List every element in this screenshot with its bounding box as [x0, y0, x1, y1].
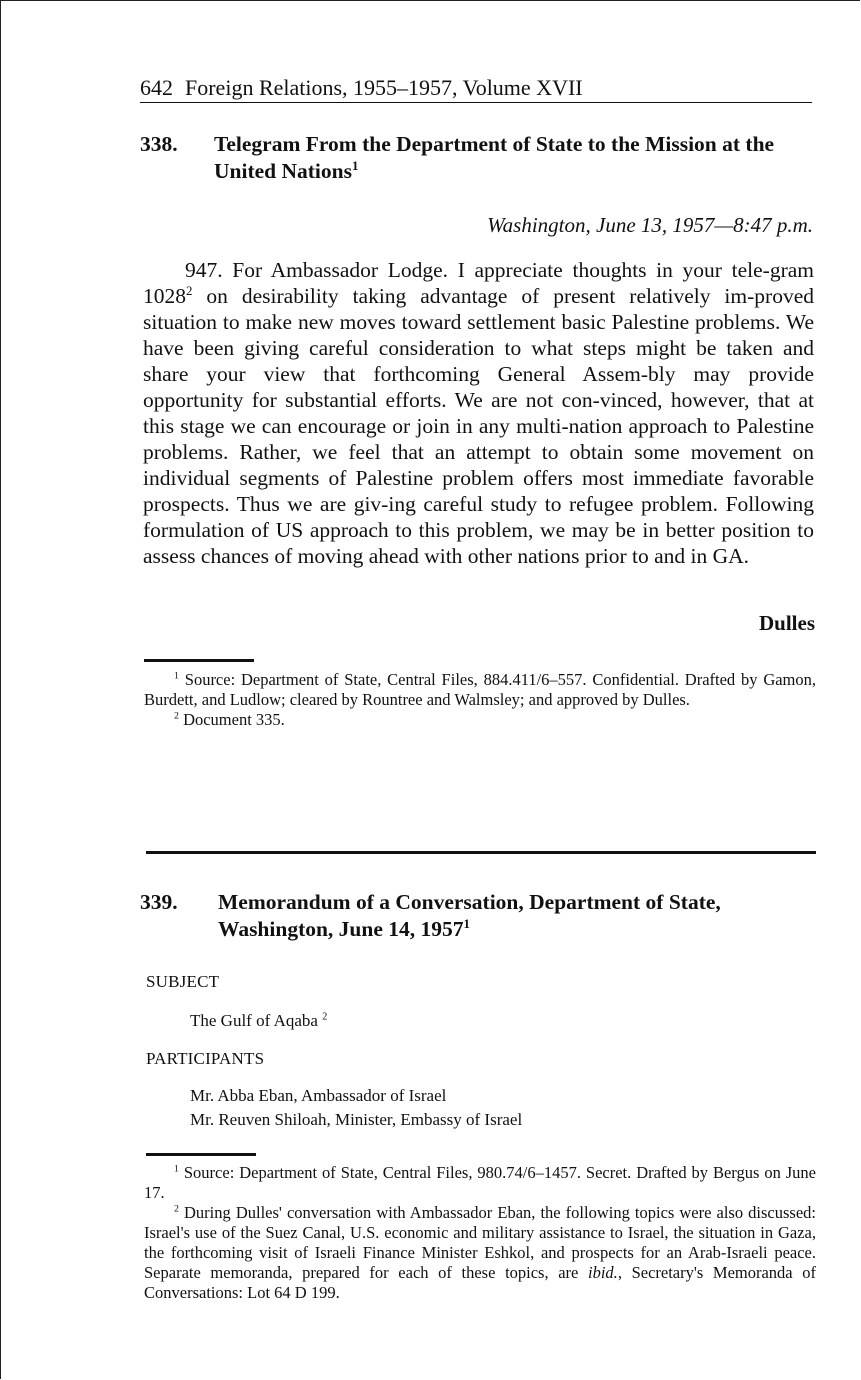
footnote: $^2$ Document 335.	[174, 710, 285, 729]
doc-339-number: 339.	[140, 890, 178, 914]
section-divider	[146, 851, 816, 854]
participant: Mr. Reuven Shiloah, Minister, Embassy of Israel	[190, 1110, 523, 1129]
footnote: $^1$ Source: Department of State, Central Files, 884.411/6–557. Confidential. Drafted by Gamon, Burdett, and Ludlow; cleared by Rountree and Walmsley; and approved by Dulles.	[144, 670, 817, 709]
subject-label: SUBJECT	[146, 972, 220, 991]
doc-338-heading	[140, 131, 812, 185]
footnote-ref: 2	[186, 283, 193, 298]
subject-text: The Gulf of Aqaba $^2$	[190, 1011, 328, 1030]
doc-338-body: 947. For Ambassador Lodge. I appreciate thoughts in your tele-gram 1028$^2$ on desirability taking advantage of present relatively im-proved situation to make new moves toward settlement basic Palestine problems. We have been giving careful consideration to what steps might be taken and share your view that forthcoming General Assem-bly may provide opportunity for substantial efforts. We are not con-vinced, however, that at this stage we can encourage or join in any multi-nation approach to Palestine problems. Rather, we feel that an attempt to obtain some movement on individual segments of Palestine problem offers most immediate favorable prospects. Thus we are giv-ing careful study to refugee problem. Following formulation of US approach to this problem, we may be in better position to assess chances of moving ahead with other nations prior to and in GA.	[143, 258, 814, 568]
doc-338-signature: Dulles	[758, 611, 815, 635]
footnote-rule	[144, 659, 254, 662]
doc-339-title: Memorandum of a Conversation, Department of State, Washington, June 14, 1957$^1$	[218, 890, 721, 941]
footnote-rule	[146, 1153, 256, 1156]
doc-338-number: 338.	[140, 132, 178, 156]
doc-339-footnotes	[144, 1163, 816, 1303]
footnote: $^2$ During Dulles' conversation with Ambassador Eban, the following topics were also discussed: Israel's use of the Suez Canal, U.S. economic and military assistance to Israel, the situation in Gaza, the forthcoming visit of Israeli Finance Minister Eshkol, and prospects for an Arab-Israeli peace. Separate memoranda, prepared for each of these topics, are ibid., Secretary's Memoranda of Conversations: Lot 64 D 199.	[144, 1203, 816, 1302]
footnote-ref: 1	[351, 158, 359, 173]
participants-list	[190, 1084, 522, 1132]
doc-338-footnotes	[144, 670, 816, 730]
doc-339-heading	[140, 889, 812, 943]
running-head	[140, 74, 812, 103]
footnote: $^1$ Source: Department of State, Central Files, 980.74/6–1457. Secret. Drafted by Bergus on June 17.	[144, 1163, 816, 1202]
participant: Mr. Abba Eban, Ambassador of Israel	[190, 1086, 447, 1105]
footnote-ref: 1	[463, 916, 470, 931]
participants-label: PARTICIPANTS	[146, 1049, 265, 1068]
page-number: 642	[140, 75, 173, 100]
doc-338-dateline: Washington, June 13, 1957—8:47 p.m.	[487, 213, 813, 237]
running-head-title: Foreign Relations, 1955–1957, Volume XVII	[185, 75, 583, 100]
doc-338-title: Telegram From the Department of State to the Mission at the United Nations$^1$	[214, 132, 775, 183]
